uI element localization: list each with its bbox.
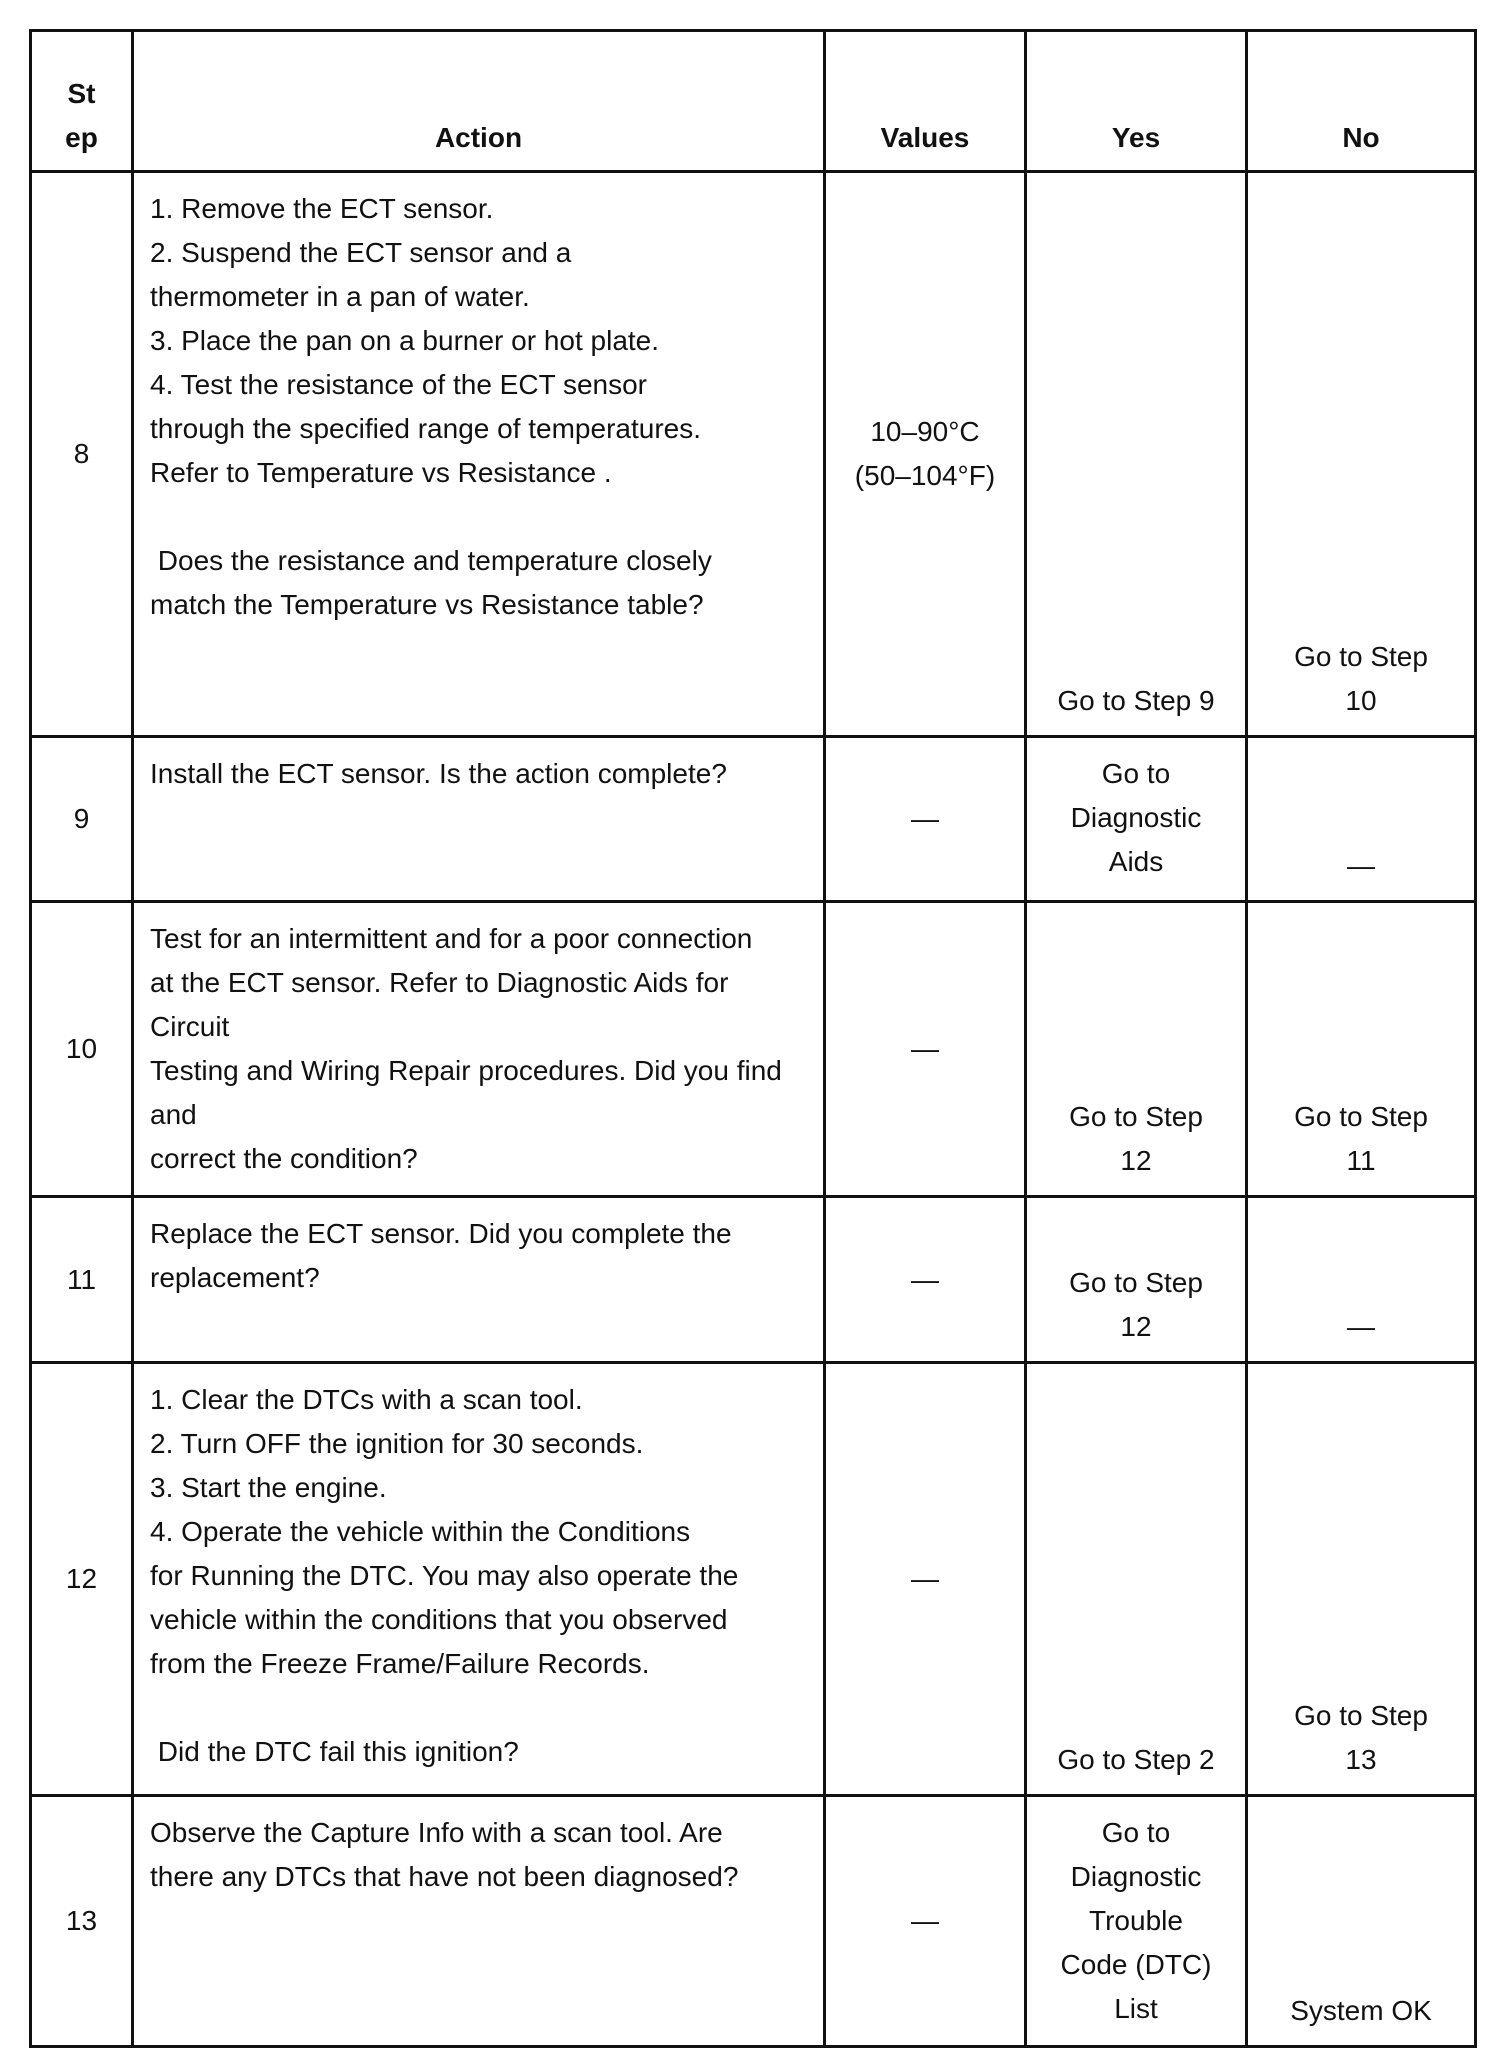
- step-number: 8: [31, 172, 133, 737]
- action-line: 4. Test the resistance of the ECT sensor: [150, 369, 647, 400]
- header-step-line1: St: [67, 78, 96, 109]
- yes-line: Go to Step: [1069, 1101, 1203, 1132]
- action-line: Testing and Wiring Repair procedures. Did you find and: [150, 1055, 782, 1130]
- yes-line: 12: [1120, 1311, 1152, 1342]
- no-cell: —: [1247, 737, 1476, 902]
- no-cell: [1247, 172, 1476, 737]
- yes-line: Diagnostic: [1070, 802, 1202, 833]
- no-line: Go to Step: [1294, 641, 1428, 672]
- diagnostic-page: [29, 29, 1474, 2048]
- spacer: [150, 495, 813, 539]
- action-cell: [133, 737, 825, 902]
- values-cell: —: [825, 1796, 1026, 2047]
- values-cell: —: [825, 1363, 1026, 1796]
- values-cell: —: [825, 1197, 1026, 1363]
- action-line: Install the ECT sensor. Is the action complete?: [150, 758, 727, 789]
- action-line: at the ECT sensor. Refer to Diagnostic Aids for Circuit: [150, 967, 729, 1042]
- yes-line: Diagnostic: [1070, 1861, 1202, 1892]
- question-line: Does the resistance and temperature closely: [150, 545, 712, 576]
- question-line: Did the DTC fail this ignition?: [150, 1736, 519, 1767]
- action-line: through the specified range of temperatures.: [150, 413, 702, 444]
- no-line: 11: [1346, 1145, 1376, 1176]
- action-line: from the Freeze Frame/Failure Records.: [150, 1648, 650, 1679]
- yes-cell: [1026, 1796, 1247, 2047]
- action-cell: [133, 902, 825, 1197]
- values-cell: —: [825, 737, 1026, 902]
- header-step: [31, 31, 133, 172]
- action-line: there any DTCs that have not been diagnosed?: [150, 1861, 739, 1892]
- table-row-step-10: [31, 902, 1476, 1197]
- yes-cell: [1026, 1197, 1247, 1363]
- yes-line: Trouble: [1089, 1905, 1183, 1936]
- no-line: 10: [1345, 685, 1377, 716]
- action-line: Refer to Temperature vs Resistance .: [150, 457, 612, 488]
- no-cell: —: [1247, 1197, 1476, 1363]
- action-line: 1. Clear the DTCs with a scan tool.: [150, 1384, 583, 1415]
- value-line: 10–90°C: [870, 416, 980, 447]
- action-line: for Running the DTC. You may also operate the: [150, 1560, 739, 1591]
- table-row-step-11: [31, 1197, 1476, 1363]
- yes-cell: Go to Step 9: [1026, 172, 1247, 737]
- yes-line: Code (DTC): [1060, 1949, 1212, 1980]
- question-line: match the Temperature vs Resistance table?: [150, 589, 704, 620]
- no-cell: System OK: [1247, 1796, 1476, 2047]
- step-number: 13: [31, 1796, 133, 2047]
- yes-line: Go to: [1101, 758, 1171, 789]
- table-row-step-12: [31, 1363, 1476, 1796]
- action-line: Replace the ECT sensor. Did you complete the: [150, 1218, 732, 1249]
- yes-cell: Go to Step 2: [1026, 1363, 1247, 1796]
- action-line: thermometer in a pan of water.: [150, 281, 530, 312]
- action-line: replacement?: [150, 1262, 320, 1293]
- action-line: 2. Turn OFF the ignition for 30 seconds.: [150, 1428, 644, 1459]
- header-yes: Yes: [1026, 31, 1247, 172]
- action-cell: [133, 1796, 825, 2047]
- step-number: 12: [31, 1363, 133, 1796]
- action-line: vehicle within the conditions that you observed: [150, 1604, 728, 1635]
- action-line: 3. Start the engine.: [150, 1472, 387, 1503]
- step-number: 9: [31, 737, 133, 902]
- diagnostic-table: [29, 29, 1477, 2048]
- no-cell: [1247, 902, 1476, 1197]
- header-no: No: [1247, 31, 1476, 172]
- yes-line: Go to: [1101, 1817, 1171, 1848]
- yes-line: List: [1114, 1993, 1158, 2024]
- action-line: correct the condition?: [150, 1143, 418, 1174]
- table-row-step-13: [31, 1796, 1476, 2047]
- value-line: (50–104°F): [854, 460, 996, 491]
- no-line: Go to Step: [1294, 1101, 1428, 1132]
- action-cell: [133, 1363, 825, 1796]
- action-line: Observe the Capture Info with a scan tool. Are: [150, 1817, 723, 1848]
- values-cell: —: [825, 902, 1026, 1197]
- yes-line: 12: [1120, 1145, 1152, 1176]
- step-number: 10: [31, 902, 133, 1197]
- action-cell: [133, 1197, 825, 1363]
- header-step-line2: ep: [65, 122, 98, 153]
- table-row-step-8: [31, 172, 1476, 737]
- spacer: [150, 1686, 813, 1730]
- yes-line: Go to Step: [1069, 1267, 1203, 1298]
- action-line: Test for an intermittent and for a poor connection: [150, 923, 753, 954]
- action-line: 3. Place the pan on a burner or hot plate.: [150, 325, 660, 356]
- no-cell: [1247, 1363, 1476, 1796]
- table-row-step-9: [31, 737, 1476, 902]
- yes-line: Aids: [1108, 846, 1164, 877]
- action-cell: [133, 172, 825, 737]
- values-cell: [825, 172, 1026, 737]
- action-line: 2. Suspend the ECT sensor and a: [150, 237, 572, 268]
- no-line: Go to Step: [1294, 1700, 1428, 1731]
- action-line: 4. Operate the vehicle within the Conditions: [150, 1516, 691, 1547]
- header-action: Action: [133, 31, 825, 172]
- yes-cell: [1026, 902, 1247, 1197]
- yes-cell: [1026, 737, 1247, 902]
- action-line: 1. Remove the ECT sensor.: [150, 193, 494, 224]
- header-row: [31, 31, 1476, 172]
- header-values: Values: [825, 31, 1026, 172]
- no-line: 13: [1345, 1744, 1377, 1775]
- step-number: 11: [31, 1197, 133, 1363]
